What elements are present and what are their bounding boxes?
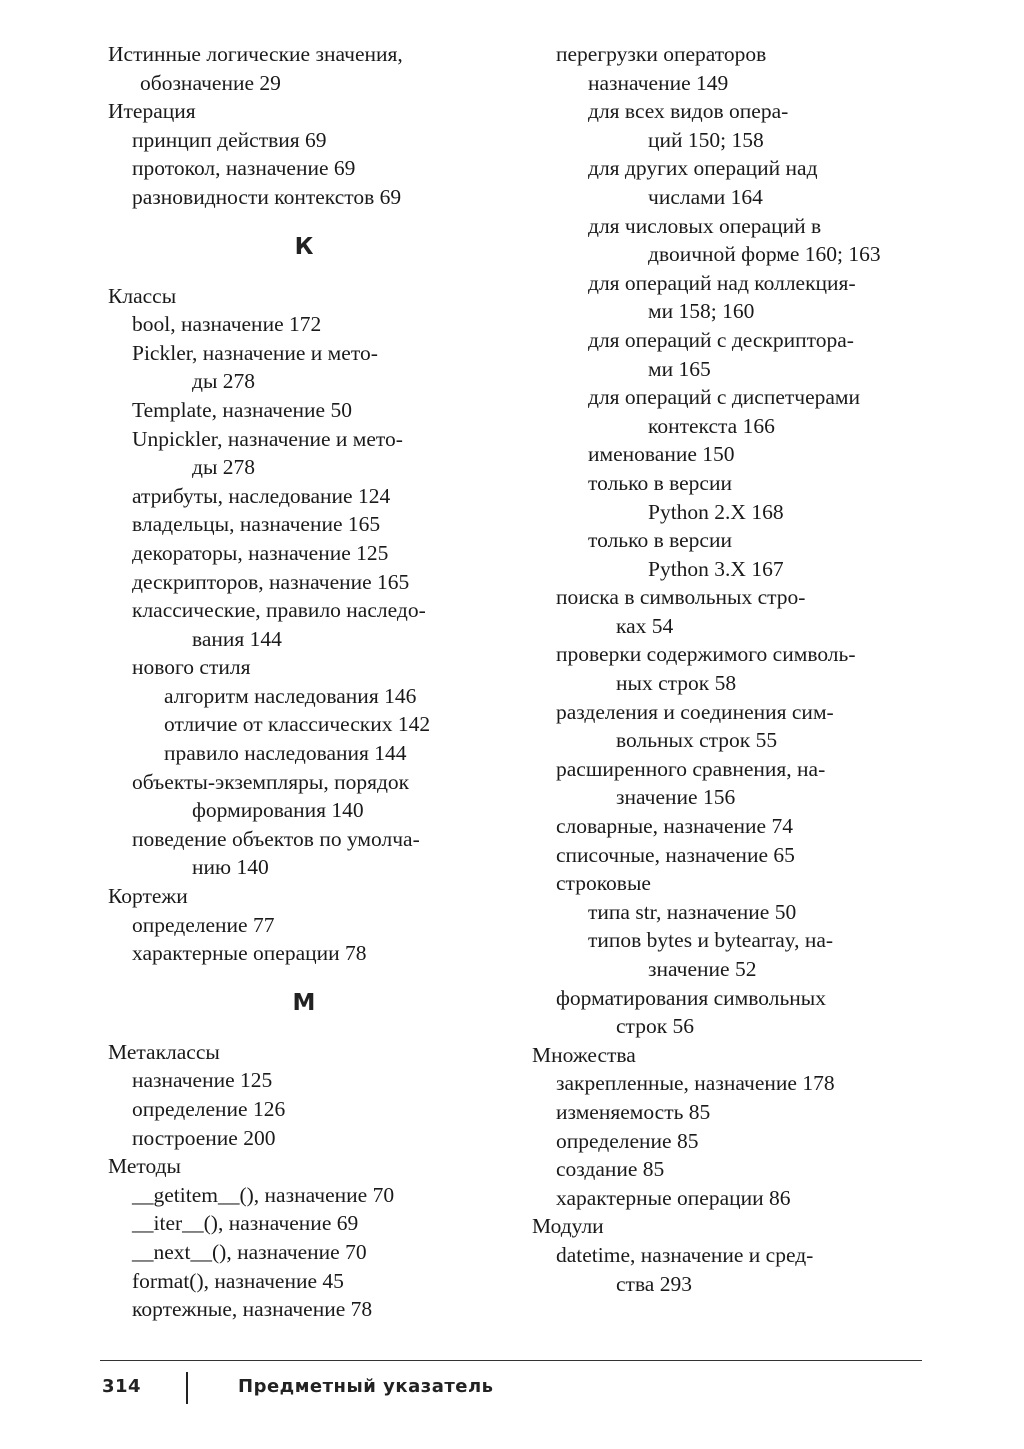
index-entry-text: атрибуты, наследование 124 <box>132 483 391 508</box>
index-entry-text: Unpickler, назначение и мето- <box>132 426 403 451</box>
index-entry <box>528 1155 928 1184</box>
index-entry <box>104 396 504 425</box>
index-entry <box>528 841 928 870</box>
index-entry-text: отличие от классических 142 <box>164 712 431 737</box>
index-entry-continuation: контекста 166 <box>648 413 775 438</box>
index-entry <box>528 1184 928 1213</box>
index-entry <box>104 1295 504 1324</box>
index-entry-continuation: формирования 140 <box>192 798 364 823</box>
index-entry <box>528 212 928 269</box>
index-entry-text: __iter__(), назначение 69 <box>132 1211 359 1236</box>
index-entry-text: владельцы, назначение 165 <box>132 512 381 537</box>
index-entry-text: Классы <box>108 283 177 308</box>
index-entry-text: Множества <box>532 1042 636 1067</box>
index-entry-text: объекты-экземпляры, порядок <box>132 769 410 794</box>
index-entry <box>528 898 928 927</box>
index-entry-text: для всех видов опера- <box>588 99 789 124</box>
index-column-left <box>104 40 504 1324</box>
section-letter: К <box>294 233 314 260</box>
index-entry <box>528 926 928 983</box>
index-entry-continuation: вольных строк 55 <box>616 728 778 753</box>
index-entry <box>104 310 504 339</box>
index-entry <box>104 1209 504 1238</box>
index-entry-text: для операций с диспетчерами <box>588 385 861 410</box>
index-entry-text: Истинные логические значения, <box>108 42 403 66</box>
index-entry <box>104 339 504 396</box>
index-entry-continuation: ми 158; 160 <box>648 299 755 324</box>
index-entry <box>104 510 504 539</box>
index-entry-text: Модули <box>532 1214 604 1239</box>
index-entry-text: только в версии <box>588 470 732 495</box>
index-column-right <box>528 40 928 1298</box>
index-entry-text: проверки содержимого символь- <box>556 642 856 667</box>
index-entry <box>104 40 504 97</box>
index-entry <box>104 1267 504 1296</box>
index-entry-text: format(), назначение 45 <box>132 1268 344 1293</box>
index-entry <box>104 482 504 511</box>
page-number: 314 <box>102 1376 142 1397</box>
index-entry <box>528 812 928 841</box>
index-entry-continuation: нию 140 <box>192 855 269 880</box>
index-entry-text: определение 126 <box>132 1097 286 1121</box>
index-entry <box>104 1124 504 1153</box>
index-entry-text: списочные, назначение 65 <box>556 842 795 867</box>
index-entry <box>528 869 928 898</box>
index-entry <box>104 568 504 597</box>
index-entry <box>528 1098 928 1127</box>
index-entry-text: характерные операции 78 <box>132 941 367 966</box>
section-letter: М <box>292 989 316 1016</box>
index-entry <box>528 469 928 526</box>
index-entry <box>528 1212 928 1241</box>
index-entry <box>528 40 928 69</box>
index-entry-text: Pickler, назначение и мето- <box>132 340 378 365</box>
index-entry-text: типов bytes и bytearray, на- <box>588 928 834 953</box>
index-entry <box>104 1152 504 1181</box>
index-entry <box>104 939 504 968</box>
index-entry <box>104 596 504 653</box>
index-entry-text: характерные операции 86 <box>556 1185 791 1210</box>
index-entry-text: алгоритм наследования 146 <box>164 683 417 708</box>
index-entry-text: Методы <box>108 1154 182 1179</box>
footer-title: Предметный указатель <box>238 1376 494 1397</box>
index-entry-text: определение 85 <box>556 1128 699 1153</box>
index-entry-text: назначение 125 <box>132 1068 273 1093</box>
index-entry-continuation: ках 54 <box>616 613 674 638</box>
index-entry-text: классические, правило наследо- <box>132 598 426 623</box>
index-entry <box>104 710 504 739</box>
index-entry-text: datetime, назначение и сред- <box>556 1242 814 1267</box>
index-entry-text: форматирования символьных <box>556 985 826 1010</box>
index-entry-text: разделения и соединения сим- <box>556 699 834 724</box>
index-entry <box>104 1038 504 1067</box>
index-entry-text: типа str, назначение 50 <box>588 899 797 924</box>
index-entry <box>528 583 928 640</box>
index-entry-continuation: ми 165 <box>648 356 711 381</box>
index-entry-continuation: числами 164 <box>648 184 763 209</box>
index-entry-continuation: строк 56 <box>616 1014 695 1039</box>
index-entry <box>528 154 928 211</box>
index-entry <box>104 539 504 568</box>
index-entry-text: Кортежи <box>108 884 188 909</box>
index-entry-text: __getitem__(), назначение 70 <box>132 1182 395 1207</box>
index-entry <box>528 440 928 469</box>
index-entry <box>528 383 928 440</box>
footer-rule <box>100 1360 922 1361</box>
index-entry <box>104 682 504 711</box>
index-entry <box>528 698 928 755</box>
index-entry <box>104 126 504 155</box>
index-entry <box>528 326 928 383</box>
index-entry <box>104 911 504 940</box>
index-entry-continuation: ства 293 <box>616 1271 692 1296</box>
index-entry-text: __next__(), назначение 70 <box>132 1239 367 1264</box>
index-entry <box>528 1241 928 1298</box>
index-entry-continuation: ды 278 <box>192 369 256 394</box>
index-entry-text: словарные, назначение 74 <box>556 814 793 839</box>
index-entry-text: для операций с дескриптора- <box>588 327 854 352</box>
index-entry-text: разновидности контекстов 69 <box>132 184 402 209</box>
index-entry-continuation: двоичной форме 160; 163 <box>648 242 881 267</box>
index-entry-text: протокол, назначение 69 <box>132 156 356 181</box>
index-entry-text: для операций над коллекция- <box>588 270 856 295</box>
index-entry-continuation: обозначение 29 <box>140 70 281 95</box>
index-entry <box>104 282 504 311</box>
index-entry <box>104 882 504 911</box>
index-entry <box>528 69 928 98</box>
index-entry-text: принцип действия 69 <box>132 127 327 152</box>
index-entry-continuation: Python 2.X 168 <box>648 499 784 524</box>
index-entry-text: поведение объектов по умолча- <box>132 826 420 851</box>
index-entry-continuation: Python 3.X 167 <box>648 556 784 581</box>
index-entry <box>104 653 504 682</box>
index-entry-continuation: значение 52 <box>648 957 757 981</box>
footer-divider <box>186 1372 188 1404</box>
index-entry-text: создание 85 <box>556 1157 665 1182</box>
index-entry-text: bool, назначение 172 <box>132 312 322 337</box>
index-entry <box>104 768 504 825</box>
index-entry-text: Template, назначение 50 <box>132 397 352 422</box>
index-entry-continuation: значение 156 <box>616 785 736 810</box>
index-entry-text: декораторы, назначение 125 <box>132 540 389 565</box>
index-entry-text: поиска в символьных стро- <box>556 585 806 610</box>
index-entry-text: нового стиля <box>132 655 251 680</box>
index-entry <box>528 984 928 1041</box>
index-entry-text: определение 77 <box>132 912 275 937</box>
index-entry-text: построение 200 <box>132 1125 276 1150</box>
index-entry <box>104 825 504 882</box>
index-entry <box>104 1066 504 1095</box>
index-entry <box>528 1041 928 1070</box>
index-entry <box>104 1095 504 1124</box>
index-entry-continuation: вания 144 <box>192 626 282 651</box>
index-entry-text: кортежные, назначение 78 <box>132 1297 373 1322</box>
index-entry <box>528 97 928 154</box>
index-entry-continuation: ды 278 <box>192 455 256 480</box>
index-entry-text: закрепленные, назначение 178 <box>556 1071 835 1096</box>
index-entry-text: для числовых операций в <box>588 213 822 238</box>
index-entry-text: Итерация <box>108 99 196 124</box>
index-entry <box>104 183 504 212</box>
index-entry-text: назначение 149 <box>588 70 729 95</box>
index-entry <box>104 739 504 768</box>
index-entry <box>528 640 928 697</box>
index-entry-text: расширенного сравнения, на- <box>556 756 826 781</box>
index-entry <box>528 1069 928 1098</box>
index-entry <box>528 755 928 812</box>
index-entry <box>528 1127 928 1156</box>
index-entry-text: для других операций над <box>588 156 818 181</box>
index-entry <box>104 97 504 126</box>
index-entry-text: перегрузки операторов <box>556 42 767 66</box>
index-entry-text: Метаклассы <box>108 1039 220 1064</box>
index-entry <box>104 425 504 482</box>
page-footer <box>100 1372 922 1406</box>
index-entry-continuation: ных строк 58 <box>616 671 737 696</box>
index-entry-text: только в версии <box>588 528 732 553</box>
index-entry <box>104 1181 504 1210</box>
index-entry-text: строковые <box>556 871 651 896</box>
index-entry-text: именование 150 <box>588 442 735 467</box>
index-entry <box>528 269 928 326</box>
index-entry <box>528 526 928 583</box>
index-entry-text: изменяемость 85 <box>556 1099 711 1124</box>
index-entry-text: правило наследования 144 <box>164 741 407 766</box>
index-entry-text: дескрипторов, назначение 165 <box>132 569 410 594</box>
index-entry-continuation: ций 150; 158 <box>648 127 764 152</box>
index-entry <box>104 1238 504 1267</box>
index-entry <box>104 154 504 183</box>
